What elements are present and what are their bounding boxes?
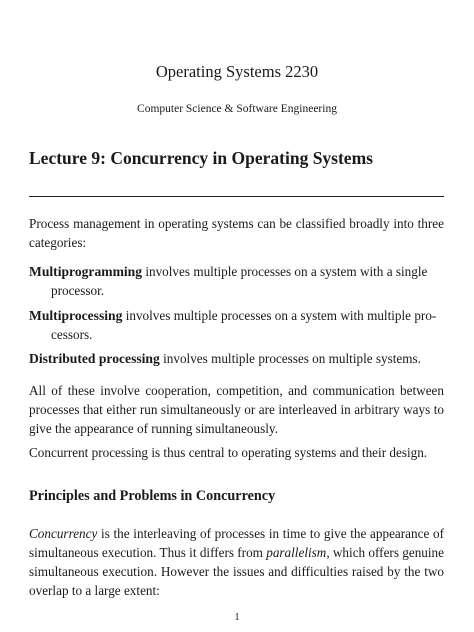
definition-multiprocessing [29, 306, 444, 344]
term-concurrency: Concurrency [29, 526, 98, 541]
department-name: Computer Science & Software Engineering [137, 103, 337, 115]
definition-continuation: processor. [51, 283, 105, 298]
definition-text: involves multiple processes on multiple systems. [159, 351, 421, 366]
lecture-title: Lecture 9: Concurrency in Operating Systems [29, 148, 373, 168]
section-heading: Principles and Problems in Concurrency [29, 488, 276, 504]
page-number: 1 [234, 612, 240, 623]
paragraph-text: is the interleaving of processes in time to give the appearance of simultaneous execution. Thus it differs from [29, 526, 444, 560]
term-multiprocessing: Multiprocessing [29, 308, 123, 323]
definition-multiprogramming [29, 262, 444, 300]
definition-continuation: cessors. [51, 327, 93, 342]
intro-paragraph: Process management in operating systems can be classified broadly into three categories: [29, 216, 444, 250]
definition-text: involves multiple processes on a system with a single [142, 264, 428, 279]
horizontal-rule [29, 196, 444, 197]
paragraph-concurrency-definition [29, 524, 444, 600]
term-distributed-processing: Distributed processing [29, 351, 160, 366]
term-parallelism: parallelism [266, 545, 327, 560]
definition-distributed-processing [29, 349, 444, 368]
term-multiprogramming: Multiprogramming [29, 264, 143, 279]
definition-text: involves multiple processes on a system with multiple pro- [122, 308, 437, 323]
paragraph-concurrent-processing: Concurrent processing is thus central to operating systems and their design. [29, 445, 428, 460]
course-title: Operating Systems 2230 [155, 62, 319, 81]
paragraph-text: , which offers genuine simultaneous execution. However the issues and difficulties raised by the two overlap to a large extent: [29, 545, 444, 598]
paragraph-cooperation: All of these involve cooperation, competition, and communication between processes that either run simultaneously or are interleaved in arbitrary ways to give the appearance of running simultaneously. [29, 383, 444, 436]
